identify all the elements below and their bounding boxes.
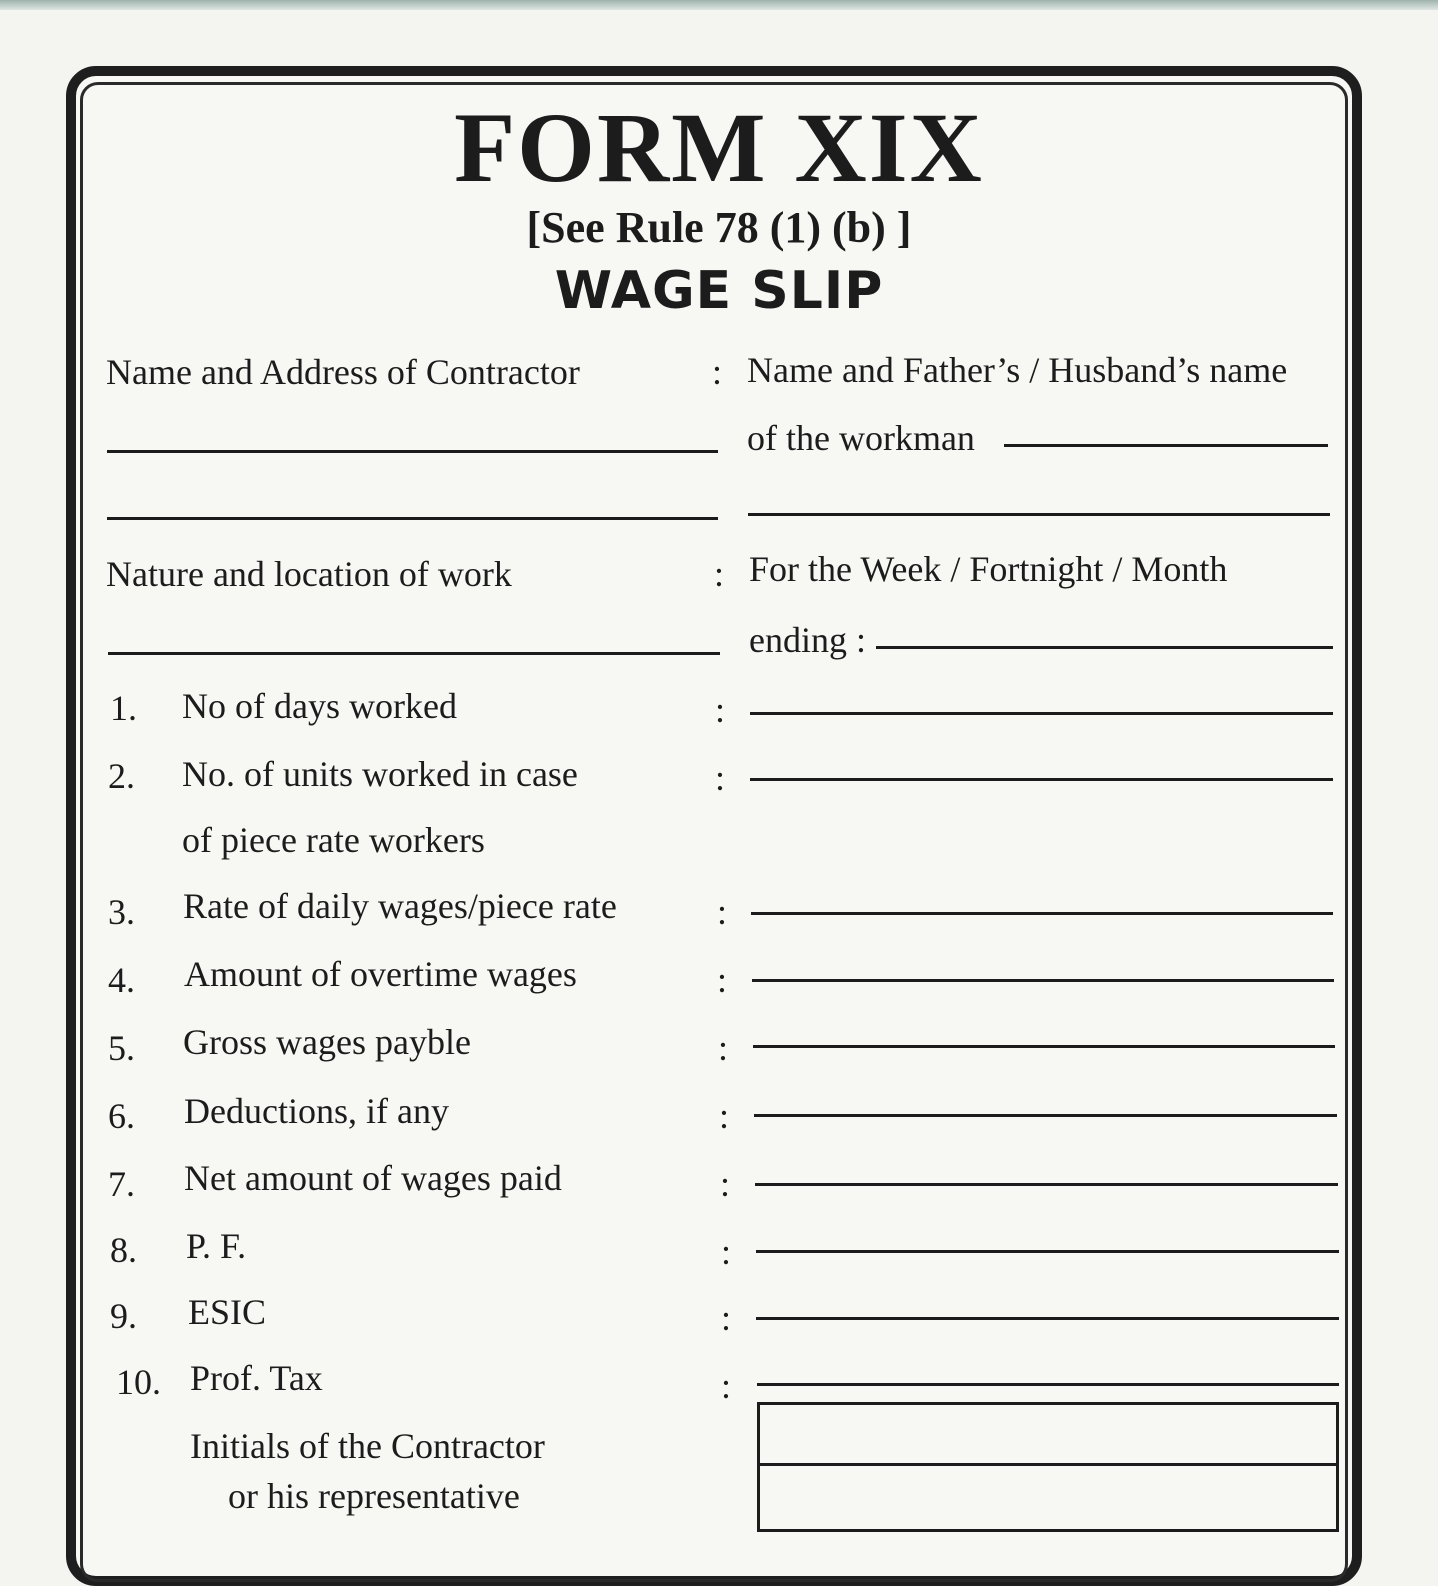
period-label-line2: ending : xyxy=(749,620,866,660)
item-number: 2. xyxy=(108,756,135,796)
colon-separator: : xyxy=(715,758,726,798)
item-number: 4. xyxy=(108,960,135,1000)
top-edge-strip xyxy=(0,0,1438,10)
item-field-line[interactable] xyxy=(756,1250,1339,1253)
item-label: Deductions, if any xyxy=(184,1091,449,1131)
item-label-line2: of piece rate workers xyxy=(182,820,485,860)
item-label: Gross wages payble xyxy=(183,1022,471,1062)
initials-box[interactable] xyxy=(757,1402,1339,1532)
item-label: Prof. Tax xyxy=(190,1358,323,1398)
signature-label-line1: Initials of the Contractor xyxy=(190,1426,545,1466)
item-label: ESIC xyxy=(188,1292,267,1332)
form-heading: WAGE SLIP xyxy=(554,261,884,321)
colon-separator: : xyxy=(717,960,728,1000)
item-field-line[interactable] xyxy=(756,1317,1339,1320)
item-field-line[interactable] xyxy=(754,1114,1337,1117)
item-label: No. of units worked in case xyxy=(182,754,578,794)
item-field-line[interactable] xyxy=(750,778,1333,781)
colon-separator: : xyxy=(721,1366,732,1406)
item-number: 3. xyxy=(108,892,135,932)
colon-separator: : xyxy=(715,690,726,730)
contractor-label: Name and Address of Contractor xyxy=(106,352,580,392)
item-field-line[interactable] xyxy=(751,912,1333,915)
colon-separator: : xyxy=(717,892,728,932)
item-label: Net amount of wages paid xyxy=(184,1158,562,1198)
colon-separator: : xyxy=(714,554,725,594)
colon-separator: : xyxy=(720,1164,731,1204)
period-label-line1: For the Week / Fortnight / Month xyxy=(749,549,1228,589)
item-number: 10. xyxy=(116,1362,161,1402)
workman-name-field-line-1[interactable] xyxy=(1004,444,1328,447)
colon-separator: : xyxy=(718,1028,729,1068)
contractor-field-line-2[interactable] xyxy=(107,517,718,520)
item-label: Rate of daily wages/piece rate xyxy=(183,886,617,926)
item-number: 9. xyxy=(110,1296,137,1336)
item-number: 7. xyxy=(108,1164,135,1204)
item-field-line[interactable] xyxy=(755,1183,1338,1186)
item-number: 5. xyxy=(108,1028,135,1068)
work-location-field-line[interactable] xyxy=(108,652,720,655)
workman-label-line2: of the workman xyxy=(747,418,975,458)
contractor-field-line-1[interactable] xyxy=(107,450,718,453)
signature-label-line2: or his representative xyxy=(228,1476,520,1516)
item-label: No of days worked xyxy=(182,686,457,726)
item-number: 1. xyxy=(110,688,137,728)
work-location-label: Nature and location of work xyxy=(106,554,512,594)
item-field-line[interactable] xyxy=(750,712,1333,715)
workman-name-field-line-2[interactable] xyxy=(748,513,1330,516)
item-field-line[interactable] xyxy=(752,979,1334,982)
period-ending-field-line[interactable] xyxy=(876,646,1333,649)
item-label: Amount of overtime wages xyxy=(184,954,577,994)
item-field-line[interactable] xyxy=(753,1045,1335,1048)
workman-label-line1: Name and Father’s / Husband’s name xyxy=(747,350,1288,390)
item-number: 6. xyxy=(108,1096,135,1136)
form-rule-reference: [See Rule 78 (1) (b) ] xyxy=(526,203,912,252)
item-number: 8. xyxy=(110,1230,137,1270)
colon-separator: : xyxy=(721,1298,732,1338)
colon-separator: : xyxy=(719,1096,730,1136)
colon-separator: : xyxy=(721,1232,732,1272)
form-title: FORM XIX xyxy=(454,92,984,203)
item-field-line[interactable] xyxy=(757,1383,1339,1386)
item-label: P. F. xyxy=(186,1226,247,1266)
colon-separator: : xyxy=(712,352,723,392)
initials-box-divider xyxy=(760,1463,1336,1466)
